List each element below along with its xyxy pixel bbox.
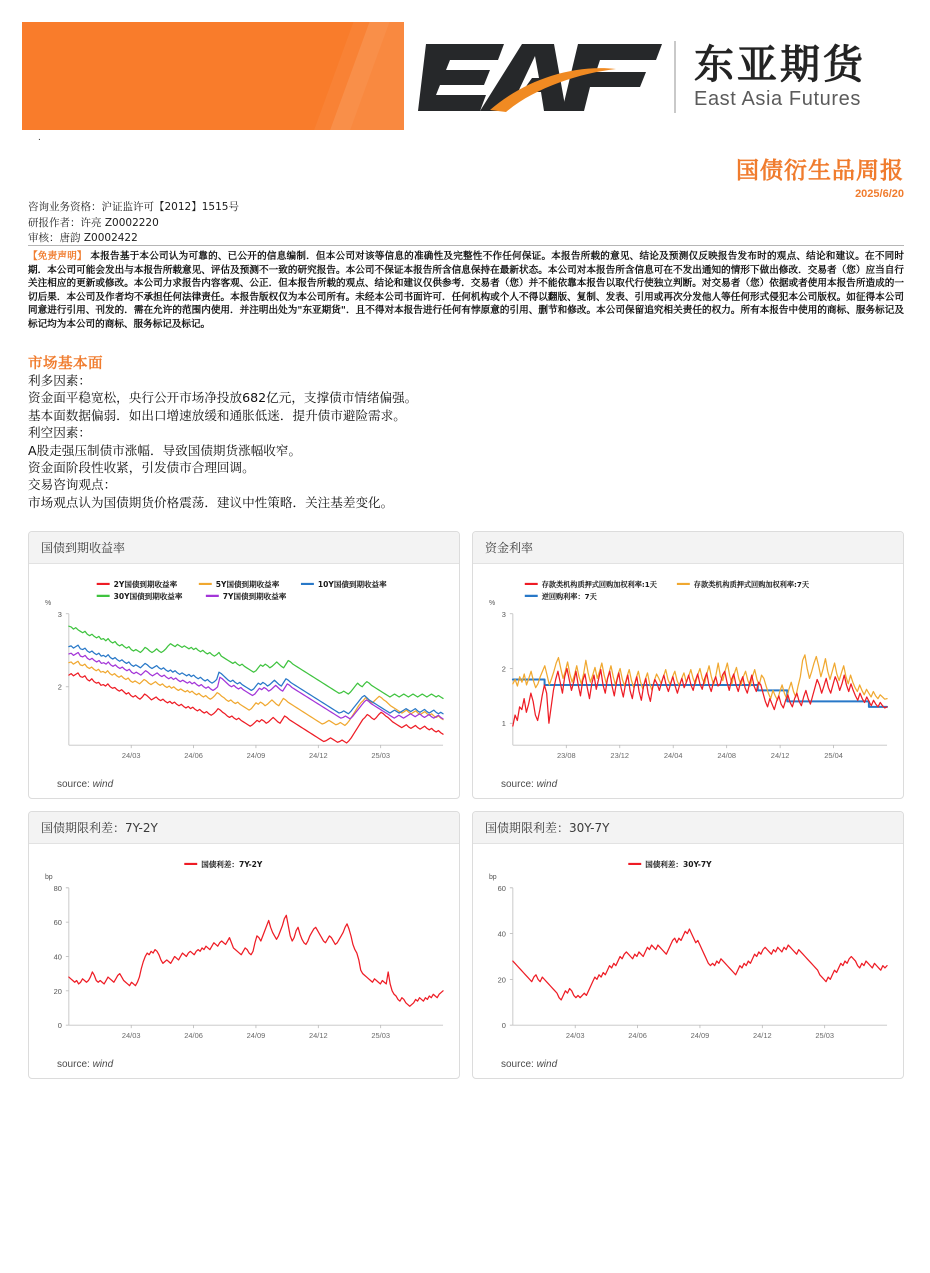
svg-text:23/12: 23/12 (610, 751, 630, 761)
svg-text:2Y国债到期收益率: 2Y国债到期收益率 (113, 579, 178, 589)
fundamentals-line: 基本面数据偏弱．如出口增速放缓和通胀低迷．提升债市避险需求。 (28, 407, 406, 423)
svg-text:24/06: 24/06 (184, 751, 203, 761)
chart-source-spread-30y-7y: source: wind (501, 1059, 558, 1070)
chart-source-yield-curve: source: wind (57, 779, 114, 790)
svg-text:24/09: 24/09 (246, 1031, 266, 1041)
svg-text:24/09: 24/09 (246, 751, 266, 761)
svg-text:40: 40 (53, 952, 62, 962)
brand-name-en: East Asia Futures (694, 87, 861, 110)
svg-text:25/03: 25/03 (371, 751, 391, 761)
chart-title-funding-rate: 资金利率 (473, 532, 903, 564)
report-date: 2025/6/20 (855, 188, 904, 200)
fundamentals-line: 资金面阶段性收紧，引发债市合理回调。 (28, 460, 255, 476)
svg-text:%: % (44, 599, 52, 607)
disclaimer (28, 245, 904, 332)
report-meta (28, 200, 239, 247)
svg-text:2: 2 (501, 664, 506, 674)
svg-text:24/12: 24/12 (752, 1031, 772, 1041)
svg-text:24/06: 24/06 (184, 1031, 203, 1041)
fundamentals-line: 交易咨询观点： (28, 477, 117, 493)
svg-text:24/12: 24/12 (770, 751, 790, 761)
chart-title-yield-curve: 国债到期收益率 (29, 532, 459, 564)
chart-card-spread-30y-7y (472, 811, 904, 1079)
svg-text:60: 60 (53, 918, 62, 928)
chart-card-funding-rate (472, 531, 904, 799)
svg-text:bp: bp (44, 873, 53, 881)
svg-text:60: 60 (497, 883, 506, 893)
svg-text:24/04: 24/04 (663, 751, 683, 761)
chart-plot-funding-rate (473, 564, 903, 779)
svg-text:10Y国债到期收益率: 10Y国债到期收益率 (317, 579, 387, 589)
svg-text:%: % (488, 599, 496, 607)
svg-text:bp: bp (488, 873, 497, 881)
chart-title-spread-30y-7y: 国债期限利差：30Y-7Y (473, 812, 903, 844)
chart-plot-yield-curve (29, 564, 459, 779)
chart-svg-spread-30y-7y (479, 848, 897, 1059)
svg-text:存款类机构质押式回购加权利率:7天: 存款类机构质押式回购加权利率:7天 (693, 579, 809, 589)
section-title-fundamentals: 市场基本面 (28, 356, 103, 372)
svg-text:24/08: 24/08 (717, 751, 737, 761)
decorative-dot: . (38, 132, 41, 143)
report-title-block (736, 152, 904, 200)
page-header (0, 0, 930, 143)
svg-text:24/03: 24/03 (565, 1031, 585, 1041)
svg-text:23/08: 23/08 (556, 751, 576, 761)
svg-text:0: 0 (501, 1021, 506, 1031)
svg-text:25/03: 25/03 (371, 1031, 391, 1041)
chart-svg-funding-rate (479, 568, 897, 779)
chart-card-yield-curve (28, 531, 460, 799)
svg-text:25/03: 25/03 (815, 1031, 835, 1041)
svg-text:5Y国债到期收益率: 5Y国债到期收益率 (215, 579, 280, 589)
svg-text:24/03: 24/03 (121, 1031, 141, 1041)
fundamentals-line: 市场观点认为国债期货价格震荡．建议中性策略．关注基差变化。 (28, 494, 394, 510)
svg-text:7Y国债到期收益率: 7Y国债到期收益率 (222, 591, 287, 601)
brand-logo (418, 28, 866, 126)
svg-text:24/09: 24/09 (690, 1031, 710, 1041)
logo-divider (674, 41, 676, 113)
chart-source-spread-7y-2y: source: wind (57, 1059, 114, 1070)
fundamentals-line: 利空因素： (28, 425, 91, 441)
page-title: 国债衍生品周报 (736, 158, 904, 184)
svg-text:24/12: 24/12 (308, 1031, 328, 1041)
svg-text:80: 80 (53, 883, 62, 893)
meta-qualification: 咨询业务资格：沪证监许可【2012】1515号 (28, 201, 239, 213)
svg-text:3: 3 (501, 609, 506, 619)
svg-text:3: 3 (57, 609, 62, 619)
brand-name-cn: 东亚期货 (694, 41, 866, 88)
svg-text:2: 2 (57, 682, 62, 692)
meta-author: 研报作者：许亮 Z0002220 (28, 216, 159, 229)
svg-text:0: 0 (57, 1021, 62, 1031)
chart-svg-yield-curve (35, 568, 453, 779)
svg-text:24/03: 24/03 (121, 751, 141, 761)
chart-plot-spread-7y-2y (29, 844, 459, 1059)
svg-text:24/12: 24/12 (308, 751, 328, 761)
chart-svg-spread-7y-2y (35, 848, 453, 1059)
meta-reviewer: 审核：唐韵 Z0002422 (28, 232, 138, 244)
chart-grid (28, 531, 904, 1079)
fundamentals-body (28, 372, 728, 511)
svg-text:国债利差：30Y-7Y: 国债利差：30Y-7Y (645, 859, 712, 869)
fundamentals-line: 利多因素： (28, 373, 91, 388)
svg-text:24/06: 24/06 (628, 1031, 647, 1041)
chart-plot-spread-30y-7y (473, 844, 903, 1059)
fundamentals-line: A股走强压制债市涨幅．导致国债期货涨幅收窄。 (28, 442, 302, 458)
svg-text:逆回购利率：7天: 逆回购利率：7天 (541, 591, 597, 601)
eaf-logo-icon (418, 36, 668, 118)
svg-text:1: 1 (501, 719, 506, 729)
svg-text:存款类机构质押式回购加权利率:1天: 存款类机构质押式回购加权利率:1天 (541, 579, 657, 589)
svg-text:40: 40 (497, 929, 506, 939)
fundamentals-line: 资金面平稳宽松，央行公开市场净投放682亿元，支撑债市情绪偏强。 (28, 390, 418, 406)
svg-text:25/04: 25/04 (824, 751, 843, 761)
chart-source-funding-rate: source: wind (501, 779, 558, 790)
disclaimer-text: 本报告基于本公司认为可靠的、已公开的信息编制．但本公司对该等信息的准确性及完整性不作任何保证。本报告所载的意见、结论及预测仅反映报告发布时的观点、结论和建议。在不同时期．本公司可能会发出与本报告所载意见、评估及预测不一致的研究报告。本公司不保证本报告所含信息保持在最新状态。本公司对本报告所含信息可在不发出通知的情形下做出修改．交易者（您）应当自行关注相应的更新或修改。本公司力求报告内容客观、公正．但本报告所载的观点、结论和建议仅供参考．交易者（您）并不能依靠本报告以取代行使独立判断。对交易者（您）依据或者使用本报告所造成的一切后果．本公司及作者均不承担任何法律责任。本报告版权仅为本公司所有。未经本公司书面许可．任何机构或个人不得以翻版、复制、发表、引用或再次分发他人等任何形式侵犯本公司版权。如征得本公司同意进行引用、刊发的．需在允许的范围内使用．并注明出处为"东亚期货"．且不得对本报告进行任何有悖原意的引用、删节和修改。本公司保留追究相关责任的权力。所有本报告中使用的商标、服务标记及标记均为本公司的商标、服务标记及标记。 (28, 251, 905, 330)
svg-text:30Y国债到期收益率: 30Y国债到期收益率 (113, 591, 183, 601)
orange-banner (22, 22, 404, 130)
chart-title-spread-7y-2y: 国债期限利差：7Y-2Y (29, 812, 459, 844)
svg-text:20: 20 (497, 975, 506, 985)
svg-text:20: 20 (53, 986, 62, 996)
disclaimer-tag: 【免责声明】 (28, 251, 87, 262)
chart-card-spread-7y-2y (28, 811, 460, 1079)
svg-text:国债利差：7Y-2Y: 国债利差：7Y-2Y (201, 859, 263, 869)
